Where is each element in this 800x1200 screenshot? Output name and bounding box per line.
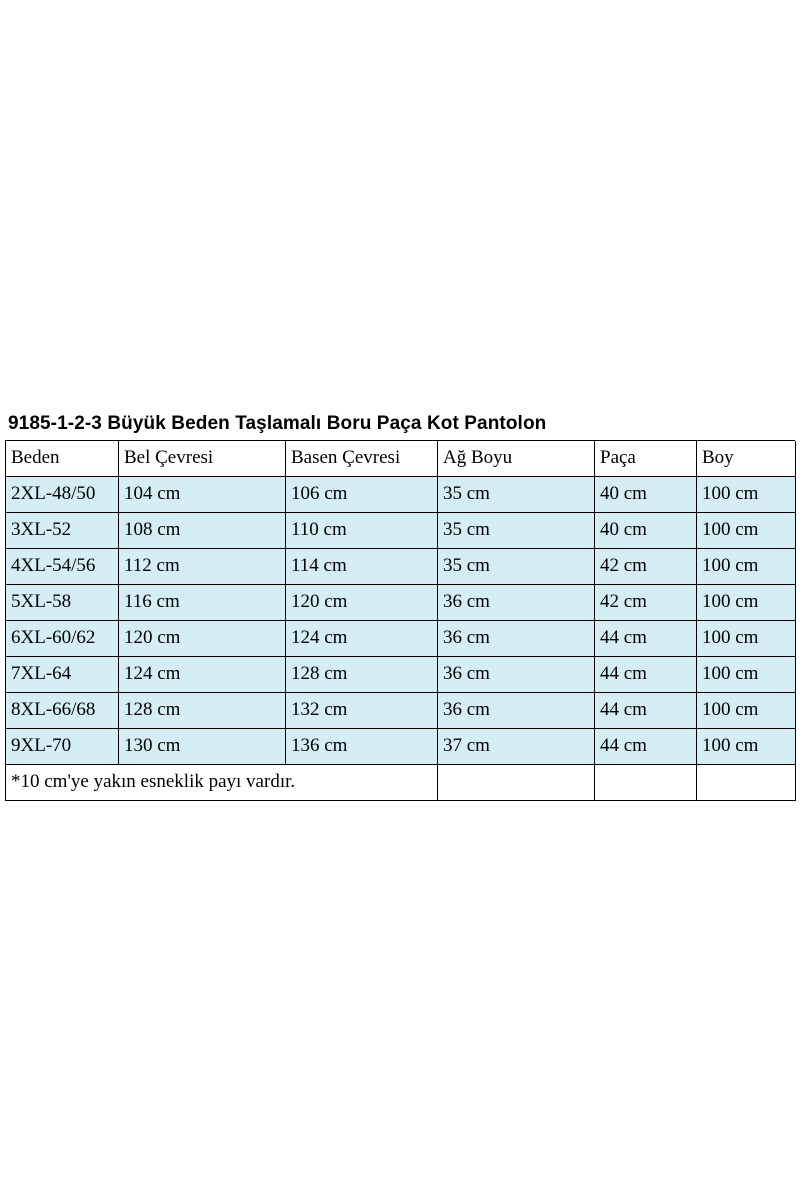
cell-beden: 5XL-58 <box>6 585 119 621</box>
cell-bel-cevresi: 108 cm <box>119 513 286 549</box>
cell-beden: 3XL-52 <box>6 513 119 549</box>
cell-paca: 44 cm <box>595 729 697 765</box>
cell-boy: 100 cm <box>697 549 796 585</box>
cell-beden: 6XL-60/62 <box>6 621 119 657</box>
cell-basen-cevresi: 124 cm <box>286 621 438 657</box>
cell-basen-cevresi: 110 cm <box>286 513 438 549</box>
cell-paca: 40 cm <box>595 477 697 513</box>
cell-basen-cevresi: 114 cm <box>286 549 438 585</box>
cell-ag-boyu: 36 cm <box>438 621 595 657</box>
cell-basen-cevresi: 132 cm <box>286 693 438 729</box>
cell-ag-boyu: 35 cm <box>438 513 595 549</box>
cell-basen-cevresi: 136 cm <box>286 729 438 765</box>
cell-ag-boyu: 37 cm <box>438 729 595 765</box>
cell-boy: 100 cm <box>697 657 796 693</box>
cell-bel-cevresi: 116 cm <box>119 585 286 621</box>
cell-ag-boyu: 36 cm <box>438 657 595 693</box>
cell-bel-cevresi: 124 cm <box>119 657 286 693</box>
table-row <box>6 477 796 513</box>
cell-ag-boyu: 35 cm <box>438 477 595 513</box>
cell-ag-boyu: 35 cm <box>438 549 595 585</box>
cell-beden: 9XL-70 <box>6 729 119 765</box>
table-row <box>6 513 796 549</box>
cell-basen-cevresi: 120 cm <box>286 585 438 621</box>
note-empty-cell <box>595 765 697 801</box>
cell-beden: 4XL-54/56 <box>6 549 119 585</box>
cell-ag-boyu: 36 cm <box>438 693 595 729</box>
cell-paca: 40 cm <box>595 513 697 549</box>
column-header-basen-cevresi: Basen Çevresi <box>286 441 438 477</box>
column-header-paca: Paça <box>595 441 697 477</box>
table-row <box>6 621 796 657</box>
column-header-bel-cevresi: Bel Çevresi <box>119 441 286 477</box>
cell-bel-cevresi: 128 cm <box>119 693 286 729</box>
column-header-beden: Beden <box>6 441 119 477</box>
cell-beden: 7XL-64 <box>6 657 119 693</box>
cell-paca: 42 cm <box>595 549 697 585</box>
cell-paca: 44 cm <box>595 693 697 729</box>
cell-ag-boyu: 36 cm <box>438 585 595 621</box>
page-title: 9185-1-2-3 Büyük Beden Taşlamalı Boru Paça Kot Pantolon <box>5 410 795 441</box>
table-row <box>6 585 796 621</box>
cell-boy: 100 cm <box>697 621 796 657</box>
cell-beden: 2XL-48/50 <box>6 477 119 513</box>
cell-boy: 100 cm <box>697 513 796 549</box>
cell-bel-cevresi: 130 cm <box>119 729 286 765</box>
size-chart <box>5 410 795 801</box>
table-header-row <box>6 441 796 477</box>
column-header-boy: Boy <box>697 441 796 477</box>
cell-boy: 100 cm <box>697 585 796 621</box>
table-row <box>6 657 796 693</box>
table-row <box>6 549 796 585</box>
table-note-row <box>6 765 796 801</box>
elasticity-note: *10 cm'ye yakın esneklik payı vardır. <box>6 765 438 801</box>
table-row <box>6 693 796 729</box>
cell-paca: 44 cm <box>595 621 697 657</box>
size-table <box>5 441 796 801</box>
cell-boy: 100 cm <box>697 729 796 765</box>
note-empty-cell <box>438 765 595 801</box>
cell-basen-cevresi: 128 cm <box>286 657 438 693</box>
cell-paca: 42 cm <box>595 585 697 621</box>
column-header-ag-boyu: Ağ Boyu <box>438 441 595 477</box>
cell-boy: 100 cm <box>697 693 796 729</box>
cell-basen-cevresi: 106 cm <box>286 477 438 513</box>
cell-bel-cevresi: 112 cm <box>119 549 286 585</box>
cell-paca: 44 cm <box>595 657 697 693</box>
cell-boy: 100 cm <box>697 477 796 513</box>
note-empty-cell <box>697 765 796 801</box>
cell-bel-cevresi: 104 cm <box>119 477 286 513</box>
table-row <box>6 729 796 765</box>
cell-beden: 8XL-66/68 <box>6 693 119 729</box>
cell-bel-cevresi: 120 cm <box>119 621 286 657</box>
